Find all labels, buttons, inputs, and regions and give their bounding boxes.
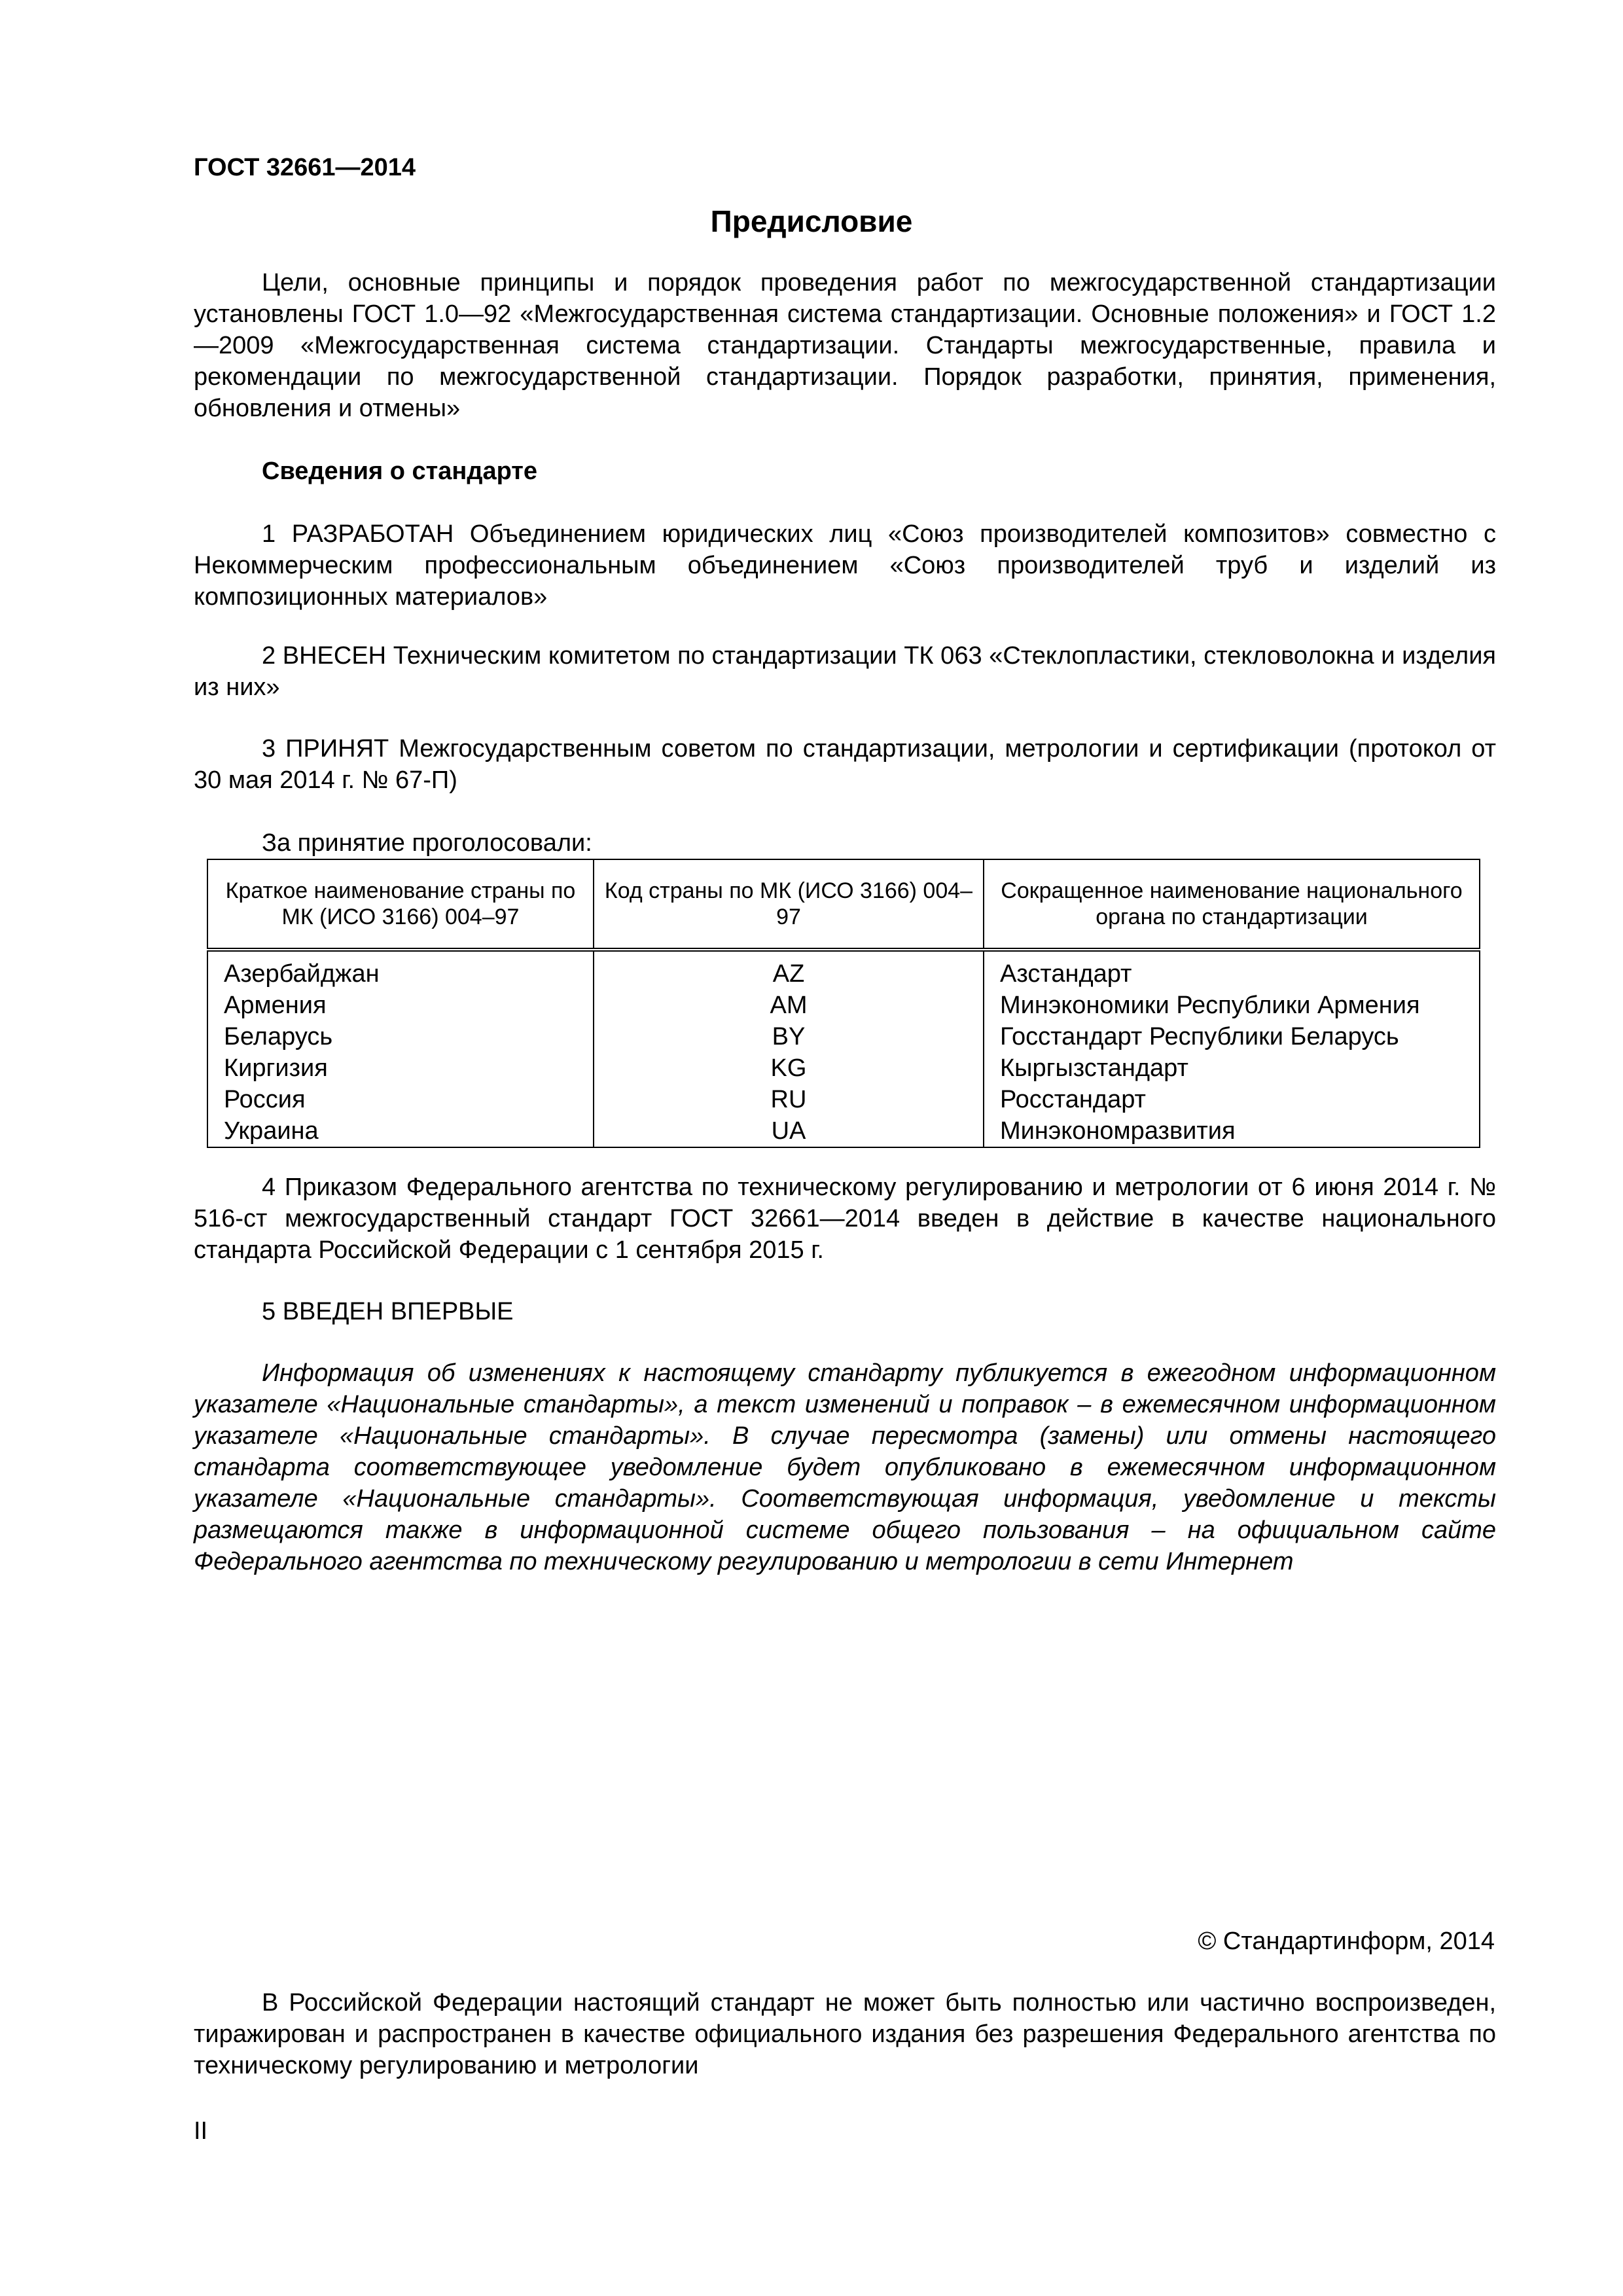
body-cell: Росстандарт [984, 1084, 1480, 1115]
body-cell: Госстандарт Республики Беларусь [984, 1021, 1480, 1052]
country-cell: Азербайджан [207, 950, 594, 990]
country-cell: Армения [207, 990, 594, 1021]
header-code: Код страны по МК (ИСО 3166) 004–97 [594, 859, 984, 950]
code-cell: RU [594, 1084, 984, 1115]
rights-paragraph: В Российской Федерации настоящий стандарт не может быть полностью или частично воспроизведен, тиражирован и распространен в качестве официального издания без разрешения Федерального агентства по техническому регулированию и метрологии [194, 1989, 1496, 2079]
body-cell: Минэкономразвития [984, 1115, 1480, 1147]
country-cell: Украина [207, 1115, 594, 1147]
body-cell: Кыргызстандарт [984, 1052, 1480, 1084]
code-cell: AM [594, 990, 984, 1021]
table-row [207, 1021, 1480, 1052]
page-number: II [194, 2117, 208, 2145]
code-cell: UA [594, 1115, 984, 1147]
table-row [207, 990, 1480, 1021]
code-cell: AZ [594, 950, 984, 990]
country-cell: Россия [207, 1084, 594, 1115]
page-title: Предисловие [710, 204, 913, 238]
code-cell: KG [594, 1052, 984, 1084]
voting-table [207, 859, 1480, 1148]
item-developed: 1 РАЗРАБОТАН Объединением юридических лиц «Союз производителей композитов» совместно с Некоммерческим профессиональным объединением «Союз производителей труб и изделий из композиционных материалов» [194, 520, 1496, 611]
item-order: 4 Приказом Федерального агентства по техническому регулированию и метрологии от 6 июня 2014 г. № 516-ст межгосударственный стандарт ГОСТ 32661—2014 введен в действие в качестве национального стандарта Российской Федерации с 1 сентября 2015 г. [194, 1174, 1496, 1264]
table-row [207, 1115, 1480, 1147]
item-first: 5 ВВЕДЕН ВПЕРВЫЕ [262, 1298, 514, 1325]
table-row [207, 1084, 1480, 1115]
header-body: Сокращенное наименование национального органа по стандартизации [984, 859, 1480, 950]
table-header-row [207, 859, 1480, 950]
document-id: ГОСТ 32661—2014 [194, 154, 416, 181]
intro-paragraph: Цели, основные принципы и порядок проведения работ по межгосударственной стандартизации установлены ГОСТ 1.0—92 «Межгосударственная система стандартизации. Основные положения» и ГОСТ 1.2—2009 «Межгосударственная система стандартизации. Стандарты межгосударственные, правила и рекомендации по межгосударственной стандартизации. Порядок разработки, принятия, применения, обновления и отмены» [194, 269, 1496, 422]
table-caption: За принятие проголосовали: [262, 829, 592, 857]
item-adopted: 3 ПРИНЯТ Межгосударственным советом по стандартизации, метрологии и сертификации (протокол от 30 мая 2014 г. № 67-П) [194, 735, 1496, 794]
info-heading: Сведения о стандарте [262, 457, 538, 485]
item-introduced: 2 ВНЕСЕН Техническим комитетом по стандартизации ТК 063 «Стеклопластики, стекловолокна и изделия из них» [194, 642, 1496, 701]
body-cell: Минэкономики Республики Армения [984, 990, 1480, 1021]
country-cell: Киргизия [207, 1052, 594, 1084]
copyright: © Стандартинформ, 2014 [1198, 1928, 1495, 1955]
table-row [207, 950, 1480, 990]
code-cell: BY [594, 1021, 984, 1052]
table-row [207, 1052, 1480, 1084]
body-cell: Азстандарт [984, 950, 1480, 990]
notice-paragraph: Информация об изменениях к настоящему стандарту публикуется в ежегодном информационном указателе «Национальные стандарты», а текст изменений и поправок – в ежемесячном информационном указателе «Национальные стандарты». В случае пересмотра (замены) или отмены настоящего стандарта соответствующее уведомление будет опубликовано в ежемесячном информационном указателе «Национальные стандарты». Соответствующая информация, уведомление и тексты размещаются также в информационной системе общего пользования – на официальном сайте Федерального агентства по техническому регулированию и метрологии в сети Интернет [194, 1359, 1496, 1575]
country-cell: Беларусь [207, 1021, 594, 1052]
header-country: Краткое наименование страны по МК (ИСО 3166) 004–97 [207, 859, 594, 950]
